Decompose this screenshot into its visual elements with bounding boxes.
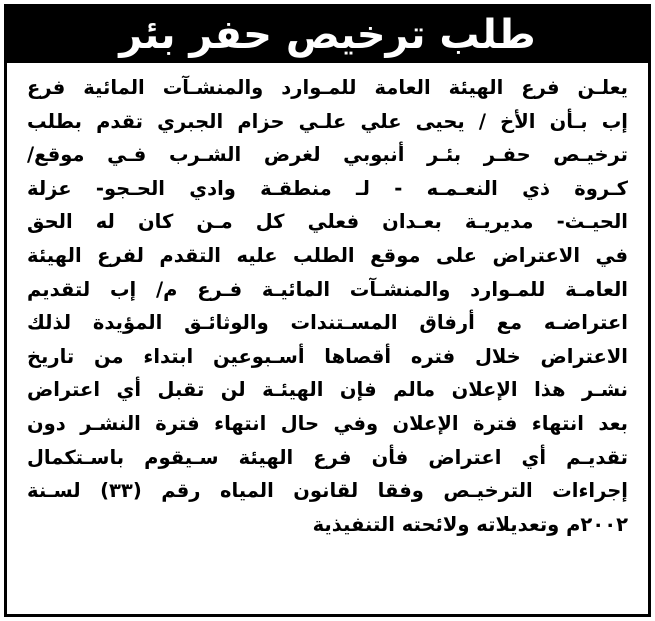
notice-line: الاعتراض خلال فتره أقصاها أسـبوعين ابتداء من تاريخ <box>27 344 628 368</box>
notice-line-last: ٢٠٠٢م وتعديلاته ولائحته التنفيذية <box>312 512 628 536</box>
notice-line: ترخيـص حفـر بئـر أنبوبي لغرض الشـرب فـي موقع/ <box>27 143 628 167</box>
notice-line: إجراءات الترخيـص وفقا لقانون المياه رقم (٣٣) لسـنة <box>27 479 628 503</box>
legal-notice <box>4 4 651 617</box>
notice-line: نشـر هذا الإعلان مالم فإن الهيئـة لن تقبل أي اعتراض <box>27 378 628 402</box>
notice-line: تقديـم أي اعتراض فأن فرع الهيئة سـيقوم باسـتكمال <box>27 445 628 469</box>
notice-line: في الاعتراض على موقع الطلب عليه التقدم لفرع الهيئة <box>27 243 628 267</box>
notice-line: العامـة للمـوارد والمنشـآت المائيـة فـرع م/ إب لتقديم <box>27 277 628 301</box>
notice-line: إب بـأن الأخ / يحيى علي علـي حزام الجبري تقدم بطلب <box>27 109 628 133</box>
notice-title: طلب ترخيص حفر بئر <box>119 12 536 58</box>
notice-header <box>7 7 648 63</box>
notice-line: اعتراضـه مع أرفاق المسـتندات والوثائـق المؤيدة لذلك <box>27 311 628 335</box>
notice-line: كـروة ذي النعـمـه - لـ منطقـة وادي الحـجو- عزلة <box>27 176 628 200</box>
notice-line: يعلـن فرع الهيئة العامة للمـوارد والمنشـآت المائية فرع <box>27 76 628 99</box>
notice-line: الحيـث- مديريـة بعـدان فعلي كل مـن كان له الحق <box>27 210 628 234</box>
notice-line: بعد انتهاء فترة الإعلان وفي حال انتهاء فترة النشـر دون <box>27 411 628 435</box>
notice-body <box>7 63 648 541</box>
